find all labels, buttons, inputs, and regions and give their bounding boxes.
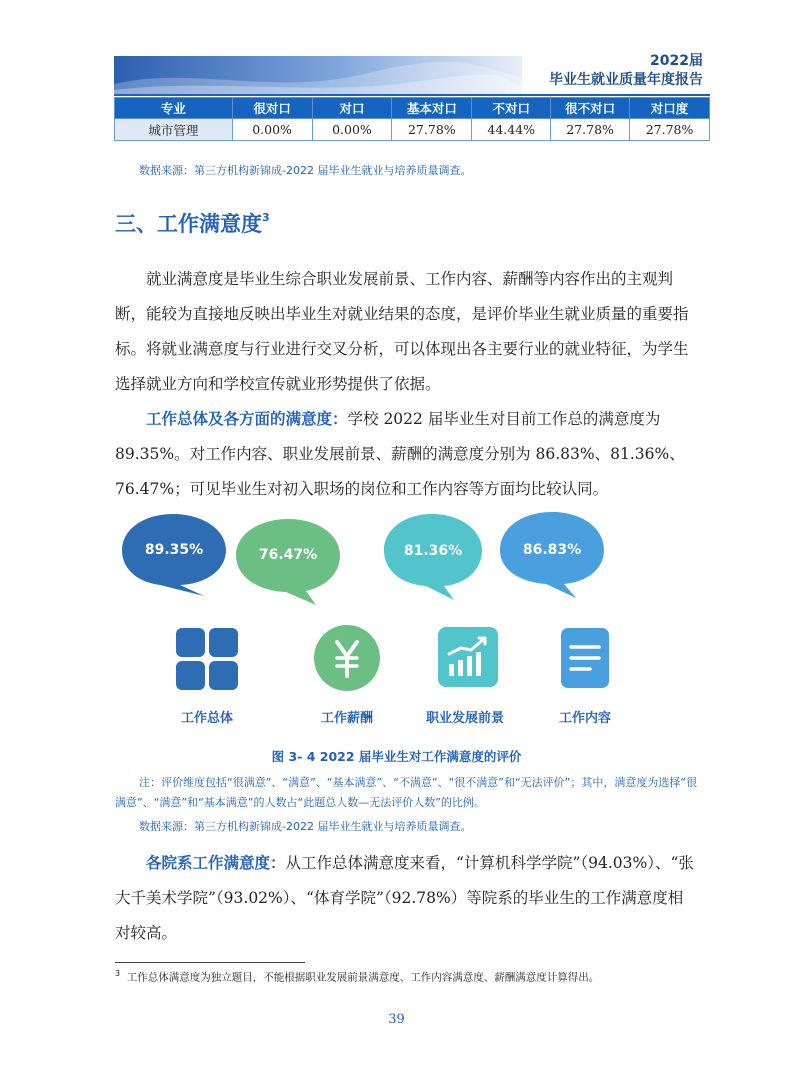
table-cell: 0.00% [232, 119, 312, 141]
salary-bubble [232, 515, 344, 605]
table-header-cell: 很对口 [232, 98, 312, 119]
section-title-text: 三、工作满意度 [115, 212, 262, 236]
table-cell: 27.78% [392, 119, 472, 141]
figure-note-text: 注：评价维度包括“很满意”、“满意”、“基本满意”、“不满意”、“很不满意”和“无法评价”；其中，满意度为选择“很满意”、“满意”和“基本满意”的人数占“此题总人数—无法评价人数”的比例。 [115, 776, 698, 809]
table-cell: 27.78% [551, 119, 630, 141]
overall-label: 工作总体 [180, 711, 233, 726]
header-banner [114, 56, 522, 94]
figure-caption: 图 3- 4 2022 届毕业生对工作满意度的评价 [271, 749, 522, 764]
overall-bubble [118, 510, 230, 596]
footnote-divider [115, 962, 305, 963]
yen-icon [313, 624, 381, 692]
bar-chart-icon [437, 626, 499, 688]
department-satisfaction-paragraph [115, 846, 695, 951]
report-subtitle: 毕业生就业质量年度报告 [549, 72, 703, 88]
bubble-value: 76.47% [258, 547, 318, 563]
overall-lead: 工作总体及各方面的满意度： [146, 410, 348, 428]
header-divider [114, 94, 710, 96]
salary-label: 工作薪酬 [320, 711, 373, 726]
page-number: 39 [388, 1012, 405, 1027]
table-row [115, 119, 710, 141]
overall-text: 学校 2022 届毕业生对目前工作总的满意度为 89.35%。对工作内容、职业发展前景、薪酬的满意度分别为 86.83%、81.36%、76.47%；可见毕业生对初入职场的岗位和工作内容等方面均比较认同。 [115, 410, 685, 498]
table-cell: 44.44% [472, 119, 551, 141]
bubble-value: 86.83% [522, 542, 582, 558]
intro-text: 就业满意度是毕业生综合职业发展前景、工作内容、薪酬等内容作出的主观判断，能较为直接地反映出毕业生对就业结果的态度，是评价毕业生就业质量的重要指标。将就业满意度与行业进行交叉分析，可以体现出各主要行业的就业特征，为学生选择就业方向和学校宣传就业形势提供了依据。 [115, 270, 689, 393]
bubble-value: 81.36% [403, 543, 463, 559]
table-header-cell: 对口度 [630, 98, 710, 119]
table-header-cell: 基本对口 [392, 98, 472, 119]
footnote-ref: 3 [262, 211, 270, 224]
table-header-cell: 很不对口 [551, 98, 630, 119]
table-header-cell: 对口 [312, 98, 392, 119]
table-cell: 0.00% [312, 119, 392, 141]
figure-source: 数据来源：第三方机构新锦成-2022 届毕业生就业与培养质量调查。 [139, 820, 472, 833]
table-header-row [115, 98, 710, 119]
intro-paragraph [115, 262, 695, 402]
table-cell: 城市管理 [115, 119, 233, 141]
career-label: 职业发展前景 [425, 711, 504, 726]
overall-satisfaction-paragraph [115, 402, 695, 507]
footnote-text: 工作总体满意度为独立题目，不能根据职业发展前景满意度、工作内容满意度、薪酬满意度计算得出。 [126, 971, 600, 984]
major-match-table [114, 97, 710, 141]
footnote [115, 969, 599, 985]
department-lead: 各院系工作满意度： [146, 854, 286, 872]
department-text: 从工作总体满意度来看，“计算机科学学院”（94.03%）、“张大千美术学院”（93.02%）、“体育学院”（92.78%）等院系的毕业生的工作满意度相对较高。 [115, 854, 694, 942]
table-header-cell: 专业 [115, 98, 233, 119]
document-icon [560, 627, 610, 689]
figure-note [115, 773, 700, 813]
bubble-value: 89.35% [144, 542, 204, 558]
table-header-cell: 不对口 [472, 98, 551, 119]
table-cell: 27.78% [630, 119, 710, 141]
report-year: 2022届 [650, 53, 703, 69]
grid-icon [175, 627, 239, 691]
content-label: 工作内容 [558, 711, 611, 726]
career-bubble [380, 510, 486, 600]
footnote-mark: 3 [115, 969, 121, 978]
header-title [549, 52, 703, 90]
content-bubble [496, 508, 608, 598]
section-title [115, 208, 270, 238]
table-source: 数据来源：第三方机构新锦成-2022 届毕业生就业与培养质量调查。 [139, 164, 472, 177]
